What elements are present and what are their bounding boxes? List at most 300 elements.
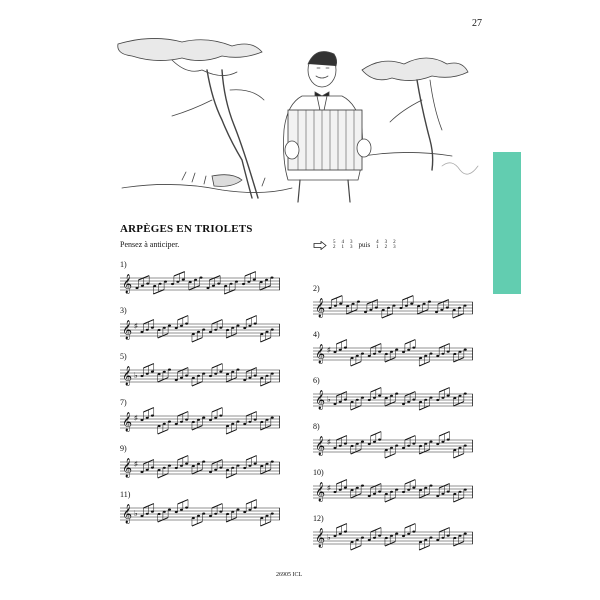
note-head bbox=[453, 353, 456, 355]
note-head bbox=[459, 535, 462, 537]
note-head bbox=[407, 349, 410, 351]
note-head bbox=[260, 377, 263, 379]
note-head bbox=[424, 539, 427, 541]
note-head bbox=[453, 397, 456, 399]
exercise-12 bbox=[313, 514, 473, 554]
note-head bbox=[146, 329, 149, 331]
note-head bbox=[329, 307, 332, 309]
flat-icon: ♭ bbox=[134, 509, 138, 518]
note-head bbox=[419, 541, 422, 543]
note-head bbox=[412, 487, 415, 489]
note-head bbox=[402, 403, 405, 405]
note-head bbox=[237, 325, 240, 327]
note-head bbox=[373, 397, 376, 399]
note-head bbox=[369, 309, 372, 311]
note-head bbox=[141, 285, 144, 287]
note-head bbox=[395, 349, 398, 351]
note-head bbox=[254, 463, 257, 465]
fingering-first-3: 3 3 bbox=[350, 240, 353, 250]
note-head bbox=[419, 445, 422, 447]
note-head bbox=[395, 393, 398, 395]
note-head bbox=[209, 331, 212, 333]
treble-clef-icon: 𝄞 bbox=[122, 366, 133, 386]
note-head bbox=[361, 441, 364, 443]
note-head bbox=[373, 537, 376, 539]
note-head bbox=[453, 493, 456, 495]
catalog-code: 26905 ICL bbox=[276, 572, 303, 578]
note-head bbox=[226, 425, 229, 427]
note-head bbox=[180, 509, 183, 511]
note-head bbox=[334, 447, 337, 449]
note-head bbox=[339, 401, 342, 403]
note-head bbox=[453, 537, 456, 539]
treble-clef-icon: 𝄞 bbox=[122, 412, 133, 432]
note-head bbox=[339, 489, 342, 491]
note-head bbox=[185, 463, 188, 465]
note-head bbox=[266, 331, 269, 333]
note-head bbox=[436, 495, 439, 497]
exercise-8 bbox=[313, 422, 473, 462]
note-head bbox=[352, 303, 355, 305]
note-head bbox=[180, 465, 183, 467]
page-number: 27 bbox=[472, 18, 482, 29]
note-head bbox=[387, 307, 390, 309]
note-head bbox=[393, 305, 396, 307]
note-head bbox=[430, 353, 433, 355]
note-head bbox=[231, 327, 234, 329]
note-head bbox=[192, 517, 195, 519]
exercise-9 bbox=[120, 444, 280, 484]
exercise-label: 1) bbox=[120, 260, 127, 269]
music-staff bbox=[120, 498, 280, 528]
exercise-7 bbox=[120, 398, 280, 438]
treble-clef-icon: 𝄞 bbox=[122, 504, 133, 524]
note-head bbox=[385, 537, 388, 539]
note-head bbox=[344, 443, 347, 445]
note-head bbox=[226, 469, 229, 471]
note-head bbox=[254, 375, 257, 377]
note-head bbox=[226, 329, 229, 331]
note-head bbox=[440, 309, 443, 311]
note-head bbox=[151, 327, 154, 329]
note-head bbox=[214, 373, 217, 375]
note-head bbox=[207, 287, 210, 289]
note-head bbox=[407, 401, 410, 403]
note-head bbox=[351, 541, 354, 543]
note-head bbox=[202, 373, 205, 375]
note-head bbox=[410, 303, 413, 305]
note-head bbox=[175, 423, 178, 425]
note-head bbox=[219, 371, 222, 373]
note-head bbox=[231, 511, 234, 513]
note-head bbox=[402, 351, 405, 353]
note-head bbox=[378, 351, 381, 353]
music-staff bbox=[313, 430, 473, 460]
note-head bbox=[373, 353, 376, 355]
note-head bbox=[344, 487, 347, 489]
note-head bbox=[168, 421, 171, 423]
note-head bbox=[390, 491, 393, 493]
music-staff bbox=[120, 268, 280, 298]
fingering-second-1: 4 1 bbox=[376, 240, 379, 250]
note-head bbox=[351, 401, 354, 403]
note-head bbox=[151, 371, 154, 373]
note-head bbox=[214, 513, 217, 515]
note-head bbox=[185, 507, 188, 509]
note-head bbox=[242, 283, 245, 285]
note-head bbox=[243, 327, 246, 329]
note-head bbox=[344, 531, 347, 533]
note-head bbox=[351, 357, 354, 359]
note-head bbox=[248, 509, 251, 511]
note-head bbox=[459, 395, 462, 397]
note-head bbox=[214, 417, 217, 419]
note-head bbox=[253, 279, 256, 281]
note-head bbox=[412, 347, 415, 349]
note-head bbox=[368, 399, 371, 401]
note-head bbox=[168, 465, 171, 467]
note-head bbox=[180, 377, 183, 379]
note-head bbox=[212, 285, 215, 287]
note-head bbox=[407, 489, 410, 491]
music-staff bbox=[120, 406, 280, 436]
note-head bbox=[163, 511, 166, 513]
note-head bbox=[197, 375, 200, 377]
note-head bbox=[271, 417, 274, 419]
note-head bbox=[248, 421, 251, 423]
note-head bbox=[163, 467, 166, 469]
note-head bbox=[368, 443, 371, 445]
note-head bbox=[356, 487, 359, 489]
note-head bbox=[412, 399, 415, 401]
exercise-label: 5) bbox=[120, 352, 127, 361]
note-head bbox=[400, 307, 403, 309]
note-head bbox=[441, 353, 444, 355]
treble-clef-icon: 𝄞 bbox=[122, 274, 133, 294]
sharp-icon: ♯ bbox=[327, 484, 331, 492]
note-head bbox=[266, 419, 269, 421]
music-staff bbox=[313, 522, 473, 552]
note-head bbox=[407, 533, 410, 535]
note-head bbox=[189, 281, 192, 283]
note-head bbox=[390, 535, 393, 537]
note-head bbox=[385, 397, 388, 399]
note-head bbox=[141, 331, 144, 333]
exercise-label: 12) bbox=[313, 514, 324, 523]
note-head bbox=[334, 535, 337, 537]
music-staff bbox=[313, 292, 473, 322]
fingering-first-2: 4 1 bbox=[341, 240, 344, 250]
exercise-5 bbox=[120, 352, 280, 392]
note-head bbox=[209, 375, 212, 377]
note-head bbox=[231, 467, 234, 469]
exercise-label: 9) bbox=[120, 444, 127, 453]
note-head bbox=[254, 419, 257, 421]
note-head bbox=[356, 399, 359, 401]
note-head bbox=[339, 445, 342, 447]
treble-clef-icon: 𝄞 bbox=[315, 482, 326, 502]
treble-clef-icon: 𝄞 bbox=[122, 320, 133, 340]
note-head bbox=[424, 443, 427, 445]
note-head bbox=[175, 379, 178, 381]
note-head bbox=[226, 373, 229, 375]
note-head bbox=[453, 309, 456, 311]
note-head bbox=[447, 351, 450, 353]
note-head bbox=[271, 513, 274, 515]
exercise-label: 6) bbox=[313, 376, 320, 385]
music-staff bbox=[313, 384, 473, 414]
note-head bbox=[464, 445, 467, 447]
note-head bbox=[344, 399, 347, 401]
note-head bbox=[423, 303, 426, 305]
flat-icon: ♭ bbox=[327, 395, 331, 404]
note-head bbox=[260, 281, 263, 283]
note-head bbox=[151, 511, 154, 513]
note-head bbox=[237, 465, 240, 467]
note-head bbox=[361, 353, 364, 355]
note-head bbox=[447, 491, 450, 493]
note-head bbox=[235, 281, 238, 283]
note-head bbox=[175, 327, 178, 329]
note-head bbox=[430, 441, 433, 443]
note-head bbox=[428, 301, 431, 303]
note-head bbox=[254, 323, 257, 325]
note-head bbox=[368, 539, 371, 541]
note-head bbox=[219, 327, 222, 329]
note-head bbox=[192, 377, 195, 379]
music-staff bbox=[120, 452, 280, 482]
note-head bbox=[141, 375, 144, 377]
section-color-tab bbox=[493, 152, 521, 294]
note-head bbox=[247, 281, 250, 283]
note-head bbox=[151, 467, 154, 469]
note-head bbox=[459, 491, 462, 493]
note-head bbox=[339, 533, 342, 535]
treble-clef-icon: 𝄞 bbox=[315, 298, 326, 318]
note-head bbox=[158, 329, 161, 331]
note-head bbox=[237, 421, 240, 423]
note-head bbox=[163, 423, 166, 425]
note-head bbox=[202, 329, 205, 331]
sharp-icon: ♯ bbox=[134, 414, 138, 422]
note-head bbox=[168, 509, 171, 511]
note-head bbox=[464, 393, 467, 395]
music-staff bbox=[120, 314, 280, 344]
note-head bbox=[243, 467, 246, 469]
note-head bbox=[441, 397, 444, 399]
note-head bbox=[405, 305, 408, 307]
note-head bbox=[441, 493, 444, 495]
note-head bbox=[141, 515, 144, 517]
note-head bbox=[424, 399, 427, 401]
note-head bbox=[441, 537, 444, 539]
note-head bbox=[219, 511, 222, 513]
music-staff bbox=[313, 476, 473, 506]
note-head bbox=[260, 421, 263, 423]
note-head bbox=[192, 465, 195, 467]
note-head bbox=[175, 467, 178, 469]
note-head bbox=[159, 283, 162, 285]
accordion-player-illustration bbox=[112, 30, 492, 208]
sharp-icon: ♯ bbox=[134, 322, 138, 330]
note-head bbox=[158, 373, 161, 375]
note-head bbox=[356, 443, 359, 445]
exercise-10 bbox=[313, 468, 473, 508]
note-head bbox=[390, 447, 393, 449]
note-head bbox=[180, 421, 183, 423]
note-head bbox=[373, 493, 376, 495]
note-head bbox=[385, 449, 388, 451]
note-head bbox=[214, 469, 217, 471]
note-head bbox=[390, 351, 393, 353]
note-head bbox=[458, 307, 461, 309]
note-head bbox=[248, 377, 251, 379]
note-head bbox=[339, 349, 342, 351]
exercise-2 bbox=[313, 284, 473, 324]
note-head bbox=[260, 517, 263, 519]
note-head bbox=[185, 375, 188, 377]
note-head bbox=[158, 469, 161, 471]
note-head bbox=[153, 285, 156, 287]
note-head bbox=[436, 355, 439, 357]
note-head bbox=[202, 461, 205, 463]
note-head bbox=[200, 277, 203, 279]
note-head bbox=[447, 535, 450, 537]
note-head bbox=[430, 485, 433, 487]
note-head bbox=[395, 533, 398, 535]
note-head bbox=[182, 279, 185, 281]
note-head bbox=[344, 347, 347, 349]
music-staff bbox=[120, 360, 280, 390]
note-head bbox=[424, 355, 427, 357]
note-head bbox=[163, 327, 166, 329]
note-head bbox=[243, 423, 246, 425]
fingering-second-2: 3 2 bbox=[384, 240, 388, 250]
note-head bbox=[407, 445, 410, 447]
note-head bbox=[412, 531, 415, 533]
note-head bbox=[385, 353, 388, 355]
note-head bbox=[378, 395, 381, 397]
exercise-4 bbox=[313, 330, 473, 370]
note-head bbox=[395, 489, 398, 491]
note-head bbox=[435, 311, 438, 313]
treble-clef-icon: 𝄞 bbox=[315, 528, 326, 548]
note-head bbox=[464, 533, 467, 535]
note-head bbox=[419, 401, 422, 403]
note-head bbox=[209, 471, 212, 473]
note-head bbox=[266, 375, 269, 377]
note-head bbox=[464, 489, 467, 491]
treble-clef-icon: 𝄞 bbox=[122, 458, 133, 478]
note-head bbox=[197, 419, 200, 421]
exercise-label: 2) bbox=[313, 284, 320, 293]
sharp-icon: ♯ bbox=[327, 346, 331, 354]
exercise-6 bbox=[313, 376, 473, 416]
note-head bbox=[176, 281, 179, 283]
note-head bbox=[175, 511, 178, 513]
fingering-hint bbox=[313, 240, 396, 250]
note-head bbox=[202, 513, 205, 515]
note-head bbox=[417, 305, 420, 307]
note-head bbox=[357, 301, 360, 303]
note-head bbox=[368, 355, 371, 357]
note-head bbox=[265, 279, 268, 281]
note-head bbox=[248, 465, 251, 467]
note-head bbox=[390, 395, 393, 397]
fingering-second-3: 2 3 bbox=[393, 240, 396, 250]
note-head bbox=[356, 355, 359, 357]
note-head bbox=[447, 439, 450, 441]
sharp-icon: ♯ bbox=[327, 438, 331, 446]
note-head bbox=[382, 309, 385, 311]
note-head bbox=[339, 303, 342, 305]
note-head bbox=[158, 513, 161, 515]
note-head bbox=[453, 449, 456, 451]
note-head bbox=[266, 515, 269, 517]
note-head bbox=[163, 371, 166, 373]
note-head bbox=[271, 277, 274, 279]
note-head bbox=[209, 419, 212, 421]
note-head bbox=[197, 515, 200, 517]
arrow-right-icon bbox=[313, 241, 327, 250]
flat-icon: ♭ bbox=[134, 371, 138, 380]
note-head bbox=[441, 441, 444, 443]
exercise-label: 11) bbox=[120, 490, 131, 499]
note-head bbox=[260, 333, 263, 335]
note-head bbox=[385, 493, 388, 495]
music-staff bbox=[313, 338, 473, 368]
note-head bbox=[351, 489, 354, 491]
note-head bbox=[168, 369, 171, 371]
note-head bbox=[446, 307, 449, 309]
section-title: ARPÈGES EN TRIOLETS bbox=[120, 223, 253, 235]
note-head bbox=[243, 379, 246, 381]
treble-clef-icon: 𝄞 bbox=[315, 390, 326, 410]
exercise-label: 10) bbox=[313, 468, 324, 477]
exercise-label: 4) bbox=[313, 330, 320, 339]
note-head bbox=[194, 279, 197, 281]
note-head bbox=[419, 357, 422, 359]
exercise-11 bbox=[120, 490, 280, 530]
note-head bbox=[271, 329, 274, 331]
note-head bbox=[436, 539, 439, 541]
note-head bbox=[271, 461, 274, 463]
note-head bbox=[136, 287, 139, 289]
note-head bbox=[334, 491, 337, 493]
note-head bbox=[146, 283, 149, 285]
note-head bbox=[219, 415, 222, 417]
note-head bbox=[424, 487, 427, 489]
fingering-connector: puis bbox=[358, 241, 371, 249]
note-head bbox=[146, 373, 149, 375]
note-head bbox=[334, 403, 337, 405]
note-head bbox=[197, 463, 200, 465]
note-head bbox=[226, 513, 229, 515]
note-head bbox=[430, 537, 433, 539]
sharp-icon: ♯ bbox=[134, 460, 138, 468]
treble-clef-icon: 𝄞 bbox=[315, 436, 326, 456]
note-head bbox=[237, 369, 240, 371]
note-head bbox=[171, 283, 174, 285]
fingering-first-1: 5 2 bbox=[333, 240, 336, 250]
note-head bbox=[402, 447, 405, 449]
note-head bbox=[364, 311, 367, 313]
note-head bbox=[214, 329, 217, 331]
note-head bbox=[447, 395, 450, 397]
note-head bbox=[164, 281, 167, 283]
note-head bbox=[436, 399, 439, 401]
note-head bbox=[146, 469, 149, 471]
